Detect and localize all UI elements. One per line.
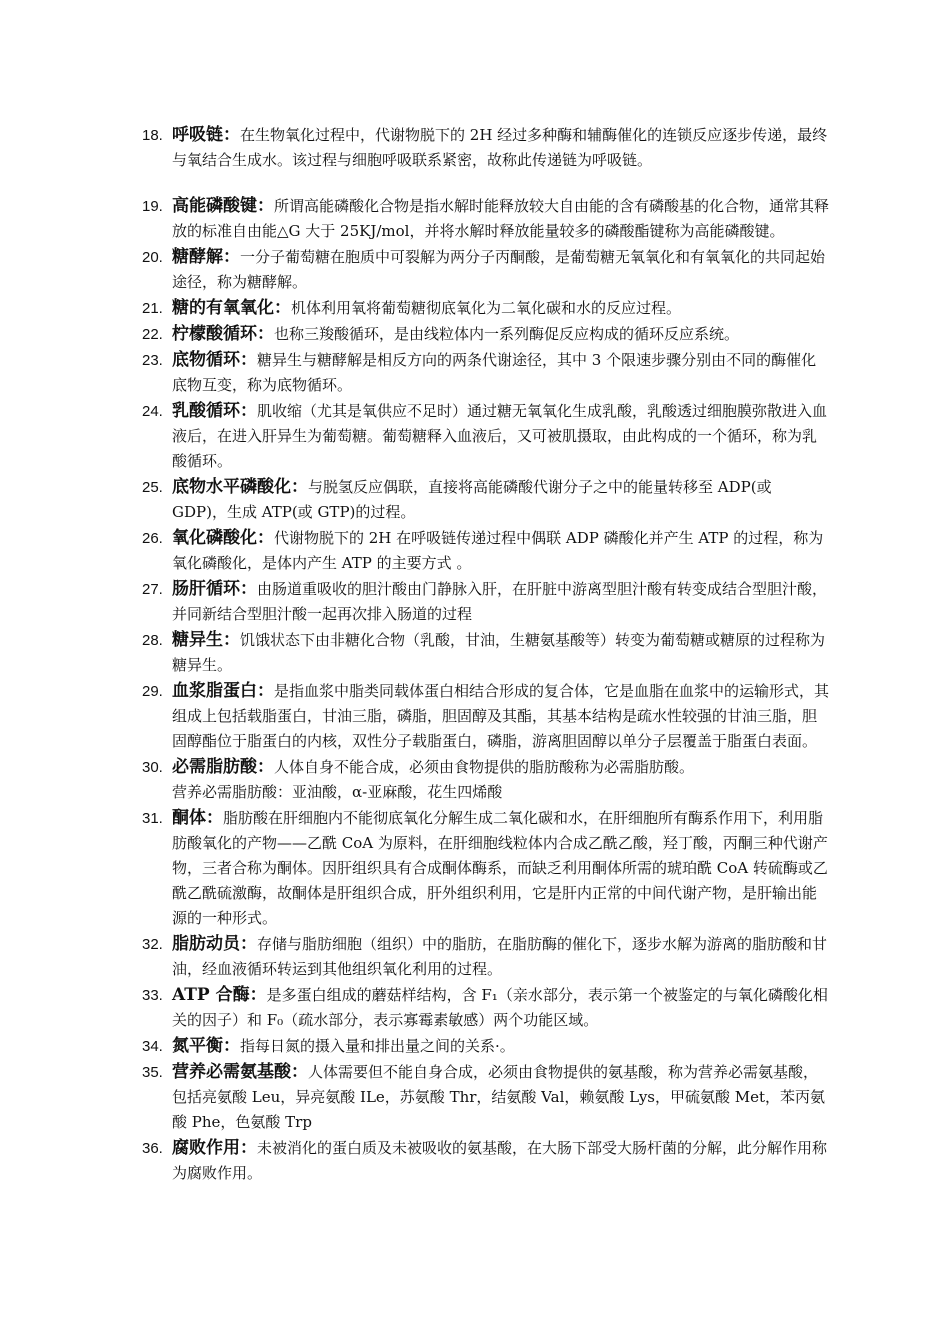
glossary-entry [0,1034,950,1059]
entry-number: 19. [142,198,163,215]
entry-number: 22. [142,326,163,343]
entry-number: 28. [142,632,163,649]
entry-definition: 机体利用氧将葡萄糖彻底氧化为二氧化碳和水的反应过程。 [291,299,682,317]
entry-definition: 是指血浆中脂类同载体蛋白相结合形成的复合体，它是血脂在血浆中的运输形式，其组成上包括载脂蛋白，甘油三脂，磷脂，胆固醇及其酯，其基本结构是疏水性较强的甘油三脂，胆固醇酯位于脂蛋白的内核，双性分子载脂蛋白，磷脂，游离胆固醇以单分子层覆盖于脂蛋白表面。 [172,682,830,750]
entry-term: 氮平衡： [172,1036,240,1056]
glossary-entry [0,245,950,295]
entry-number: 23. [142,352,163,369]
entry-number: 29. [142,683,163,700]
entry-number: 31. [142,810,163,827]
glossary-entry [0,932,950,982]
glossary-entry [0,679,950,754]
entry-definition: 是多蛋白组成的蘑菇样结构，含 F₁（亲水部分，表示第一个被鉴定的与氧化磷酸化相关的因子）和 F₀（疏水部分，表示寡霉素敏感）两个功能区域。 [172,986,828,1029]
entry-number: 26. [142,530,163,547]
entry-number: 18. [142,127,163,144]
entry-definition: 在生物氧化过程中，代谢物脱下的 2H 经过多种酶和辅酶催化的连锁反应逐步传递，最终与氧结合生成水。该过程与细胞呼吸联系紧密，故称此传递链为呼吸链。 [172,126,828,169]
entry-definition: 存储与脂肪细胞（组织）中的脂肪，在脂肪酶的催化下，逐步水解为游离的脂肪酸和甘油，经血液循环转运到其他组织氧化利用的过程。 [172,935,828,978]
entry-note: 营养必需脂肪酸：亚油酸，α-亚麻酸，花生四烯酸 [172,783,503,801]
glossary-entry [0,526,950,576]
entry-term: 糖酵解： [172,247,240,267]
entry-term: 糖异生： [172,630,240,650]
entry-definition: 饥饿状态下由非糖化合物（乳酸，甘油，生糖氨基酸等）转变为葡萄糖或糖原的过程称为糖异生。 [172,631,826,674]
glossary-entry [0,755,950,805]
glossary-entry [0,577,950,627]
entry-definition: 所谓高能磷酸化合物是指水解时能释放较大自由能的含有磷酸基的化合物，通常其释放的标准自由能△G 大于 25KJ/mol，并将水解时释放能量较多的磷酸酯键称为高能磷酸键。 [172,197,830,240]
entry-number: 32. [142,936,163,953]
entry-number: 27. [142,581,163,598]
glossary-entry [0,296,950,321]
entry-number: 30. [142,759,163,776]
entry-number: 21. [142,300,163,317]
entry-number: 36. [142,1140,163,1157]
entry-definition: 人体自身不能合成，必须由食物提供的脂肪酸称为必需脂肪酸。 [274,758,695,776]
entry-term: 必需脂肪酸： [172,757,274,777]
glossary-list [0,123,950,1187]
entry-number: 24. [142,403,163,420]
glossary-entry [0,322,950,347]
glossary-entry [0,399,950,474]
entry-term: 脂肪动员： [172,934,257,954]
glossary-entry [0,194,950,244]
entry-number: 20. [142,249,163,266]
entry-definition: 脂肪酸在肝细胞内不能彻底氧化分解生成二氧化碳和水，在肝细胞所有酶系作用下，利用脂肪酸氧化的产物——乙酰 CoA 为原料，在肝细胞线粒体内合成乙酰乙酸，羟丁酸，丙酮三种代谢产物，三者合称为酮体。因肝组织具有合成酮体酶系，而缺乏利用酮体所需的琥珀酰 CoA 转硫酶或乙酰乙酰硫激酶，故酮体是肝组织合成，肝外组织利用，它是肝内正常的中间代谢产物，是肝输出能源的一种形式。 [172,809,828,927]
entry-definition: 未被消化的蛋白质及未被吸收的氨基酸，在大肠下部受大肠杆菌的分解，此分解作用称为腐败作用。 [172,1139,828,1182]
entry-term: 营养必需氨基酸： [172,1062,308,1082]
entry-term: 底物水平磷酸化： [172,477,308,497]
entry-number: 25. [142,479,163,496]
entry-term: ATP 合酶： [172,985,267,1005]
entry-definition: 代谢物脱下的 2H 在呼吸链传递过程中偶联 ADP 磷酸化并产生 ATP 的过程，称为氧化磷酸化，是体内产生 ATP 的主要方式 。 [172,529,824,572]
glossary-entry [0,1136,950,1186]
entry-number: 35. [142,1064,163,1081]
entry-term: 腐败作用： [172,1138,257,1158]
glossary-entry [0,983,950,1033]
entry-definition: 由肠道重吸收的胆汁酸由门静脉入肝，在肝脏中游离型胆汁酸有转变成结合型胆汁酸，并同新结合型胆汁酸一起再次排入肠道的过程 [172,580,828,623]
entry-term: 底物循环： [172,350,257,370]
entry-term: 高能磷酸键： [172,196,274,216]
glossary-entry [0,123,950,173]
entry-term: 氧化磷酸化： [172,528,274,548]
entry-term: 酮体： [172,808,223,828]
glossary-entry [0,1060,950,1135]
entry-definition: 人体需要但不能自身合成，必须由食物提供的氨基酸，称为营养必需氨基酸，包括亮氨酸 Leu，异亮氨酸 ILe，苏氨酸 Thr，结氨酸 Val，赖氨酸 Lys，甲硫氨酸 Met，苯丙氨酸 Phe，色氨酸 Trp [172,1063,826,1131]
entry-term: 柠檬酸循环： [172,324,274,344]
entry-definition: 也称三羧酸循环，是由线粒体内一系列酶促反应构成的循环反应系统。 [274,325,740,343]
entry-number: 34. [142,1038,163,1055]
entry-term: 血浆脂蛋白： [172,681,274,701]
entry-term: 乳酸循环： [172,401,257,421]
glossary-entry [0,806,950,931]
entry-number: 33. [142,987,163,1004]
entry-term: 呼吸链： [172,125,240,145]
glossary-entry [0,628,950,678]
glossary-entry [0,475,950,525]
entry-definition: 肌收缩（尤其是氧供应不足时）通过糖无氧氧化生成乳酸，乳酸透过细胞膜弥散进入血液后，在进入肝异生为葡萄糖。葡萄糖释入血液后，又可被肌摄取，由此构成的一个循环，称为乳酸循环。 [172,402,828,470]
entry-term: 肠肝循环： [172,579,257,599]
entry-definition: 与脱氢反应偶联，直接将高能磷酸代谢分子之中的能量转移至 ADP(或 GDP)，生成 ATP(或 GTP)的过程。 [172,478,772,521]
entry-term: 糖的有氧氧化： [172,298,291,318]
entry-definition: 一分子葡萄糖在胞质中可裂解为两分子丙酮酸，是葡萄糖无氧氧化和有氧氧化的共同起始途径，称为糖酵解。 [172,248,826,291]
glossary-entry [0,348,950,398]
entry-definition: 糖异生与糖酵解是相反方向的两条代谢途径，其中 3 个限速步骤分别由不同的酶催化底物互变，称为底物循环。 [172,351,817,394]
entry-definition: 指每日氮的摄入量和排出量之间的关系·。 [240,1037,515,1055]
